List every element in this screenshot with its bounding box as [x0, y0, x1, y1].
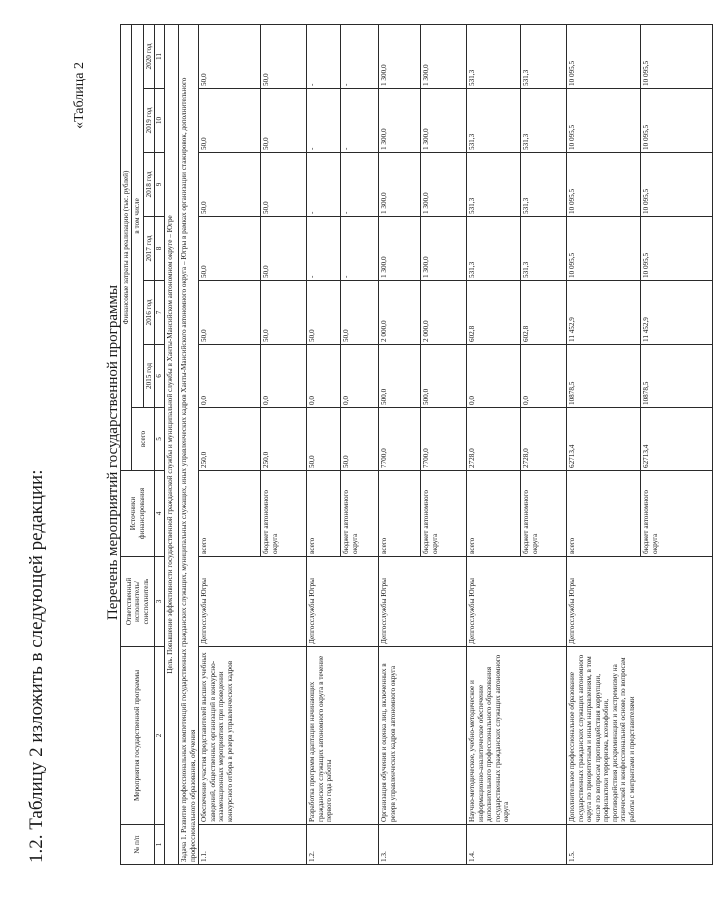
amount-cell: 1 300,0 [421, 89, 467, 153]
amount-cell: 11 452,9 [567, 281, 641, 345]
amount-cell: 10878,5 [567, 345, 641, 408]
amount-cell: 7700,0 [379, 408, 421, 471]
responsible-cell: Депгосслужбы Югры [567, 557, 713, 647]
column-number: 2 [155, 647, 165, 825]
amount-cell: 10 095,5 [641, 89, 713, 153]
row-number: 1.2. [307, 825, 379, 865]
responsible-cell: Депгосслужбы Югры [379, 557, 467, 647]
amount-cell: 10 095,5 [567, 217, 641, 281]
activity-cell: Обеспечение участия представителей высших учебных заведений, общественных организаций в конкурсно-экзаменационных мероприятиях при проведении конкурсного отбора в резерв управленческих кадров [199, 647, 307, 825]
amount-cell: 11 452,9 [641, 281, 713, 345]
header-responsible: Ответственный исполнитель/ соисполнитель [121, 557, 155, 647]
header-incl: в том числе [132, 24, 143, 407]
amount-cell: 2 000,0 [421, 281, 467, 345]
amount-cell: 50,0 [199, 153, 261, 217]
amount-cell: - [341, 153, 379, 217]
amount-cell: 602,8 [521, 281, 567, 345]
responsible-cell: Депгосслужбы Югры [467, 557, 567, 647]
amount-cell: 1 300,0 [379, 24, 421, 88]
amount-cell: 2 000,0 [379, 281, 421, 345]
amount-cell: 50,0 [199, 89, 261, 153]
amount-cell: 500,0 [421, 345, 467, 408]
amount-cell: 531,3 [521, 153, 567, 217]
header-year: 2020 год [143, 24, 154, 88]
amount-cell: 250,0 [261, 408, 307, 471]
amount-cell: 531,3 [467, 217, 521, 281]
amount-cell: 50,0 [261, 153, 307, 217]
funding-source-cell: всего [199, 471, 261, 557]
amount-cell: 1 300,0 [379, 217, 421, 281]
amount-cell: 1 300,0 [379, 89, 421, 153]
amount-cell: 0,0 [199, 345, 261, 408]
amount-cell: 500,0 [379, 345, 421, 408]
goal-text: Цель. Повышение эффективности государственной гражданской службы и муниципальной службы в Ханты-Мансийском автономном округе – Югре [165, 24, 179, 864]
amount-cell: 531,3 [467, 24, 521, 88]
header-source: Источники финансирования [121, 471, 155, 557]
column-number: 8 [155, 217, 165, 281]
funding-source-cell: бюджет автономного округа [261, 471, 307, 557]
funding-source-cell: всего [379, 471, 421, 557]
responsible-cell: Депгосслужбы Югры [199, 557, 307, 647]
header-activity: Мероприятия государственной программы [121, 647, 155, 825]
table-row [379, 24, 421, 864]
task-row [179, 24, 199, 864]
column-number: 6 [155, 345, 165, 408]
row-number: 1.5. [567, 825, 713, 865]
amount-cell: 0,0 [467, 345, 521, 408]
funding-source-cell: всего [307, 471, 341, 557]
amount-cell: 10 095,5 [567, 89, 641, 153]
task-text: Задача 1. Развитие профессиональных компетенций государственных гражданских служащих, муниципальных служащих, иных управленческих кадров Ханты-Мансийского автономного округа – Югры в рамках организации стажировок, дополнительного профессионального образования, обучения [179, 24, 199, 864]
funding-source-cell: бюджет автономного округа [341, 471, 379, 557]
amount-cell: 50,0 [261, 24, 307, 88]
amount-cell: 50,0 [261, 217, 307, 281]
amount-cell: 602,8 [467, 281, 521, 345]
amount-cell: 531,3 [467, 89, 521, 153]
amount-cell: - [341, 24, 379, 88]
funding-source-cell: бюджет автономного округа [521, 471, 567, 557]
amount-cell: 531,3 [521, 217, 567, 281]
column-number: 7 [155, 281, 165, 345]
amount-cell: - [341, 217, 379, 281]
funding-source-cell: всего [567, 471, 641, 557]
amount-cell: - [307, 153, 341, 217]
amount-cell: 50,0 [261, 89, 307, 153]
amount-cell: 50,0 [307, 408, 341, 471]
header-year: 2015 год [143, 345, 154, 408]
amount-cell: 10 095,5 [641, 217, 713, 281]
header-total: всего [132, 408, 155, 471]
header-year: 2018 год [143, 153, 154, 217]
column-number: 11 [155, 24, 165, 88]
amount-cell: 2728,0 [521, 408, 567, 471]
amount-cell: 531,3 [521, 24, 567, 88]
amount-cell: 1 300,0 [421, 217, 467, 281]
amount-cell: 7700,0 [421, 408, 467, 471]
column-number: 3 [155, 557, 165, 647]
table-row [467, 24, 521, 864]
activity-cell: Научно-методическое, учебно-методическое и информационно-аналитическое обеспечение дополнительного профессионального образования государственных гражданских служащих автономного округа [467, 647, 567, 825]
table-row [567, 24, 641, 864]
funding-source-cell: бюджет автономного округа [641, 471, 713, 557]
amount-cell: 50,0 [199, 281, 261, 345]
document-title: Перечень мероприятий государственной программы [105, 284, 121, 621]
amount-cell: 10878,5 [641, 345, 713, 408]
amount-cell: 0,0 [261, 345, 307, 408]
header-num: № п/п [121, 825, 155, 865]
amount-cell: 2728,0 [467, 408, 521, 471]
header-year: 2016 год [143, 281, 154, 345]
row-number: 1.1. [199, 825, 307, 865]
amount-cell: - [307, 217, 341, 281]
intro-text: 1.2. Таблицу 2 изложить в следующей редакции: [26, 469, 47, 863]
amount-cell: 0,0 [341, 345, 379, 408]
responsible-cell: Депгосслужбы Югры [307, 557, 379, 647]
amount-cell: 50,0 [307, 281, 341, 345]
amount-cell: 1 300,0 [421, 24, 467, 88]
amount-cell: 50,0 [199, 217, 261, 281]
amount-cell: - [307, 89, 341, 153]
amount-cell: 250,0 [199, 408, 261, 471]
activity-cell: Дополнительное профессиональное образование государственных гражданских служащих автономного округа по приоритетным и иным направлениям, в том числе по вопросам противодействия коррупции, профилактики терроризма, ксенофобии, противодействия дискриминации и экстремизму на этнической и конфессиональной основе, по вопросам работы с мигрантами и представителями [567, 647, 713, 825]
amount-cell: - [341, 89, 379, 153]
goal-row [165, 24, 179, 864]
table-row [307, 24, 341, 864]
activity-cell: Разработка программ адаптации начинающих гражданских служащих автономного округа в течение первого года работы [307, 647, 379, 825]
amount-cell: 50,0 [199, 24, 261, 88]
amount-cell: - [307, 24, 341, 88]
amount-cell: 10 095,5 [567, 24, 641, 88]
amount-cell: 0,0 [521, 345, 567, 408]
column-number: 9 [155, 153, 165, 217]
row-number: 1.4. [467, 825, 567, 865]
funding-source-cell: всего [467, 471, 521, 557]
amount-cell: 10 095,5 [567, 153, 641, 217]
program-table [120, 24, 713, 865]
header-finance: Финансовые затраты на реализацию (тыс. рублей) [121, 24, 132, 470]
amount-cell: 10 095,5 [641, 24, 713, 88]
column-number: 1 [155, 825, 165, 865]
column-number: 5 [155, 408, 165, 471]
amount-cell: 10 095,5 [641, 153, 713, 217]
column-number: 10 [155, 89, 165, 153]
amount-cell: 531,3 [467, 153, 521, 217]
row-number: 1.3. [379, 825, 467, 865]
amount-cell: 62713,4 [641, 408, 713, 471]
activity-cell: Организация обучения и оценка лиц, включенных в резерв управленческих кадров автономного округа [379, 647, 467, 825]
table-reference: «Таблица 2 [72, 62, 87, 129]
amount-cell: 531,3 [521, 89, 567, 153]
header-year: 2019 год [143, 89, 154, 153]
header-year: 2017 год [143, 217, 154, 281]
amount-cell: 50,0 [261, 281, 307, 345]
column-number-row [155, 24, 165, 864]
amount-cell: 50,0 [341, 281, 379, 345]
column-number: 4 [155, 471, 165, 557]
table-row [199, 24, 261, 864]
amount-cell: 1 300,0 [379, 153, 421, 217]
amount-cell: 1 300,0 [421, 153, 467, 217]
amount-cell: 62713,4 [567, 408, 641, 471]
funding-source-cell: бюджет автономного округа [421, 471, 467, 557]
amount-cell: 50,0 [341, 408, 379, 471]
amount-cell: 0,0 [307, 345, 341, 408]
